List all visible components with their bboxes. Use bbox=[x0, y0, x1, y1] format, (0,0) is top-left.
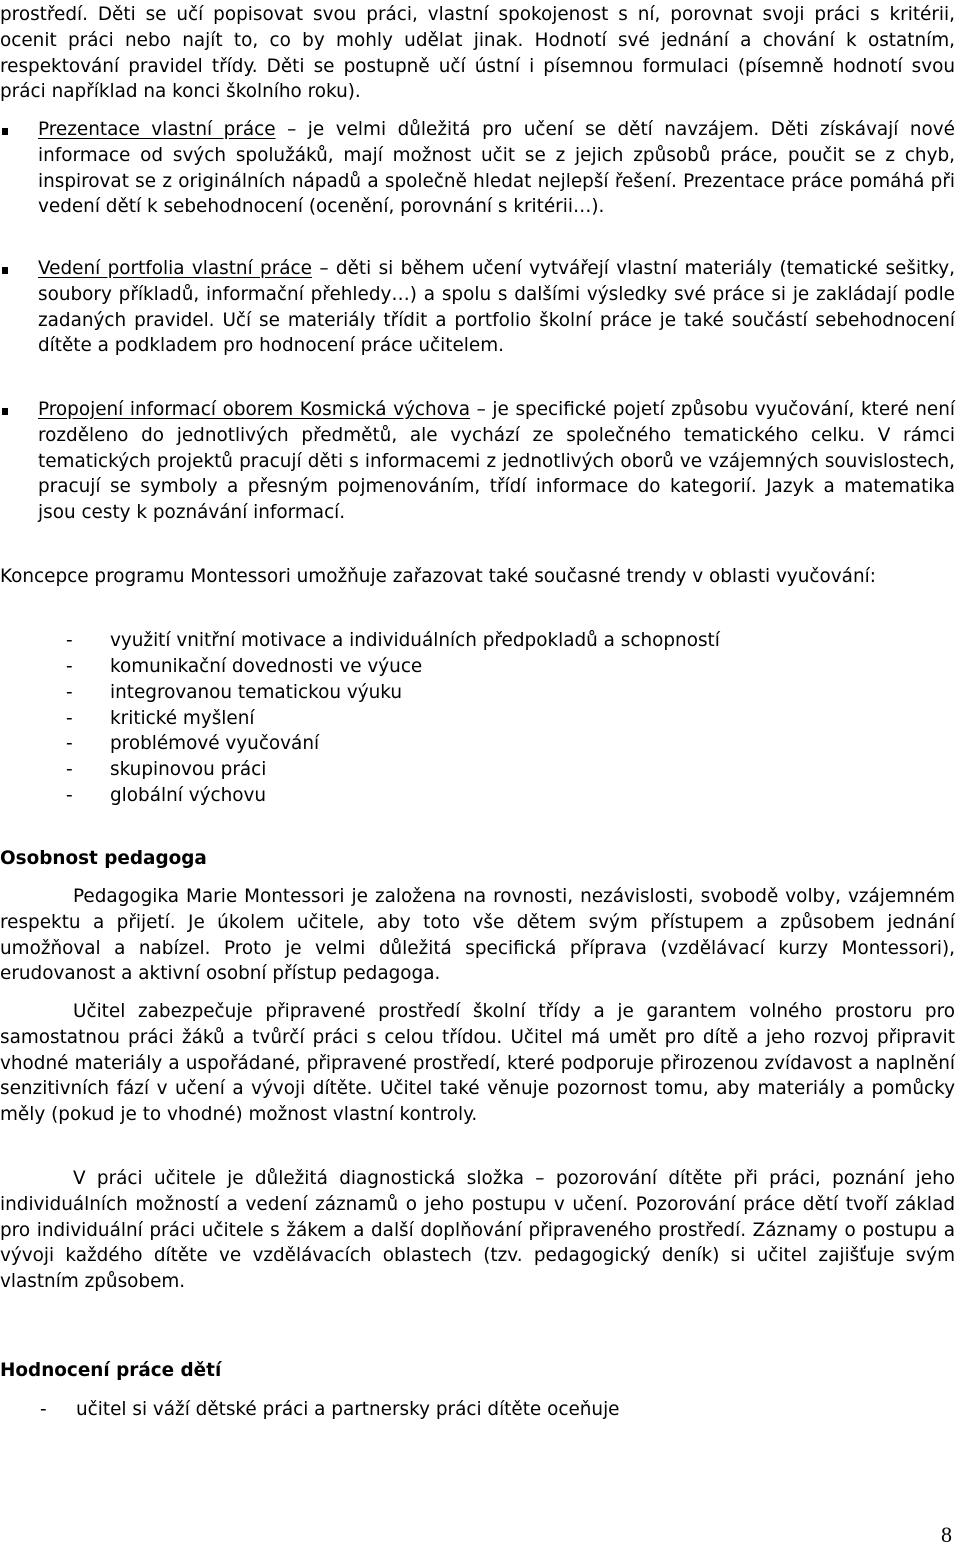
bullet-item-presentation bbox=[38, 117, 955, 220]
body-paragraph: V práci učitele je důležitá diagnostická složka – pozorování dítěte při práci, poznání jeho individuálních možností a vedení záznamů o jeho postupu v učení. Pozorování práce dětí tvoří základ pro individuální práci učitele s žákem a další doplňování připraveného prostředí. Záznamy o postupu a vývoji každého dítěte ve vzdělávacích oblastech (tzv. pedagogický deník) si učitel zajišťuje svým vlastním způsobem. bbox=[0, 1168, 955, 1293]
bullet-title: Propojení informací oborem Kosmická výchova bbox=[38, 399, 471, 420]
list-item: - skupinovou práci bbox=[66, 759, 267, 780]
section-heading: Hodnocení práce dětí bbox=[0, 1360, 222, 1381]
bullet-square-icon bbox=[2, 128, 8, 135]
body-paragraph: Pedagogika Marie Montessori je založena na rovnosti, nezávislosti, svobodě volby, vzájemném respektu a přijetí. Je úkolem učitele, aby toto vše dětem svým přístupem a způsobem jednání umožňoval a nabízel. Proto je velmi důležitá specifická příprava (vzdělávací kurzy Montessori), erudovanost a aktivní osobní přístup pedagoga. bbox=[0, 886, 955, 985]
bullet-square-icon bbox=[2, 267, 8, 274]
body-paragraph: Učitel zabezpečuje připravené prostředí školní třídy a je garantem volného prostoru pro samostatnou práci žáků a tvůrčí práci s celou třídou. Učitel má umět pro dítě a jeho rozvoj připravit vhodné materiály a uspořádané, připravené prostředí, které podporuje přirozenou zvídavost a naplnění senzitivních fází v učení a vývoji dítěte. Učitel také věnuje pozornost tomu, aby materiály a pomůcky měly (pokud je to vhodné) možnost vlastní kontroly. bbox=[0, 1001, 955, 1126]
concept-paragraph: Koncepce programu Montessori umožňuje zařazovat také současné trendy v oblasti vyučování: bbox=[0, 566, 876, 587]
page-number: 8 bbox=[941, 1522, 952, 1547]
bullet-text: – je specifické pojetí způsobu vyučování, které není rozděleno do jednotlivých předmětů, ale vychází ze společného tematického celku. V rámci tematických projektů pracují děti s informacemi z jednotlivých oborů ve vzájemných souvislostech, pracují se symboly a přesným pojmenováním, třídí informace do kategorií. Jazyk a matematika jsou cesty k poznávání informací. bbox=[38, 399, 955, 524]
bullet-title: Prezentace vlastní práce bbox=[38, 119, 276, 140]
list-item: - učitel si váží dětské práci a partnersky práci dítěte oceňuje bbox=[40, 1399, 620, 1420]
bullet-text: – je velmi důležitá pro učení se dětí navzájem. Děti získávají nové informace od svých spolužáků, mají možnost učit se z jejich způsobů práce, poučit se z chyb, inspirovat se z originálních nápadů a společně hledat nejlepší řešení. Prezentace práce pomáhá při vedení dětí k sebehodnocení (ocenění, porovnání s kritérii…). bbox=[38, 119, 955, 218]
bullet-title: Vedení portfolia vlastní práce bbox=[38, 258, 312, 279]
bullet-item-cosmic-education bbox=[38, 397, 955, 526]
bullet-text: – děti si během učení vytvářejí vlastní materiály (tematické sešitky, soubory příkladů, informační přehledy…) a spolu s dalšími výsledky své práce si je zakládají podle zadaných pravidel. Učí se materiály třídit a portfolio školní práce je také součástí sebehodnocení dítěte a podkladem pro hodnocení práce učitelem. bbox=[38, 258, 955, 357]
intro-paragraph: prostředí. Děti se učí popisovat svou práci, vlastní spokojenost s ní, porovnat svoji práci s kritérii, ocenit práci nebo najít to, co by mohly udělat jinak. Hodnotí své jednání a chování k ostatním, respektování pravidel třídy. Děti se postupně učí ústní i písemnou formulaci (písemně hodnotí svou práci například na konci školního roku). bbox=[0, 4, 955, 103]
list-item: - problémové vyučování bbox=[66, 733, 320, 754]
list-item: - využití vnitřní motivace a individuálních předpokladů a schopností bbox=[66, 630, 720, 651]
section-heading: Osobnost pedagoga bbox=[0, 848, 207, 869]
list-item: - integrovanou tematickou výuku bbox=[66, 682, 402, 703]
list-item: - kritické myšlení bbox=[66, 708, 255, 729]
bullet-item-portfolio bbox=[38, 256, 955, 359]
list-item: - globální výchovu bbox=[66, 785, 267, 806]
bullet-square-icon bbox=[2, 408, 8, 415]
list-item: - komunikační dovednosti ve výuce bbox=[66, 656, 423, 677]
